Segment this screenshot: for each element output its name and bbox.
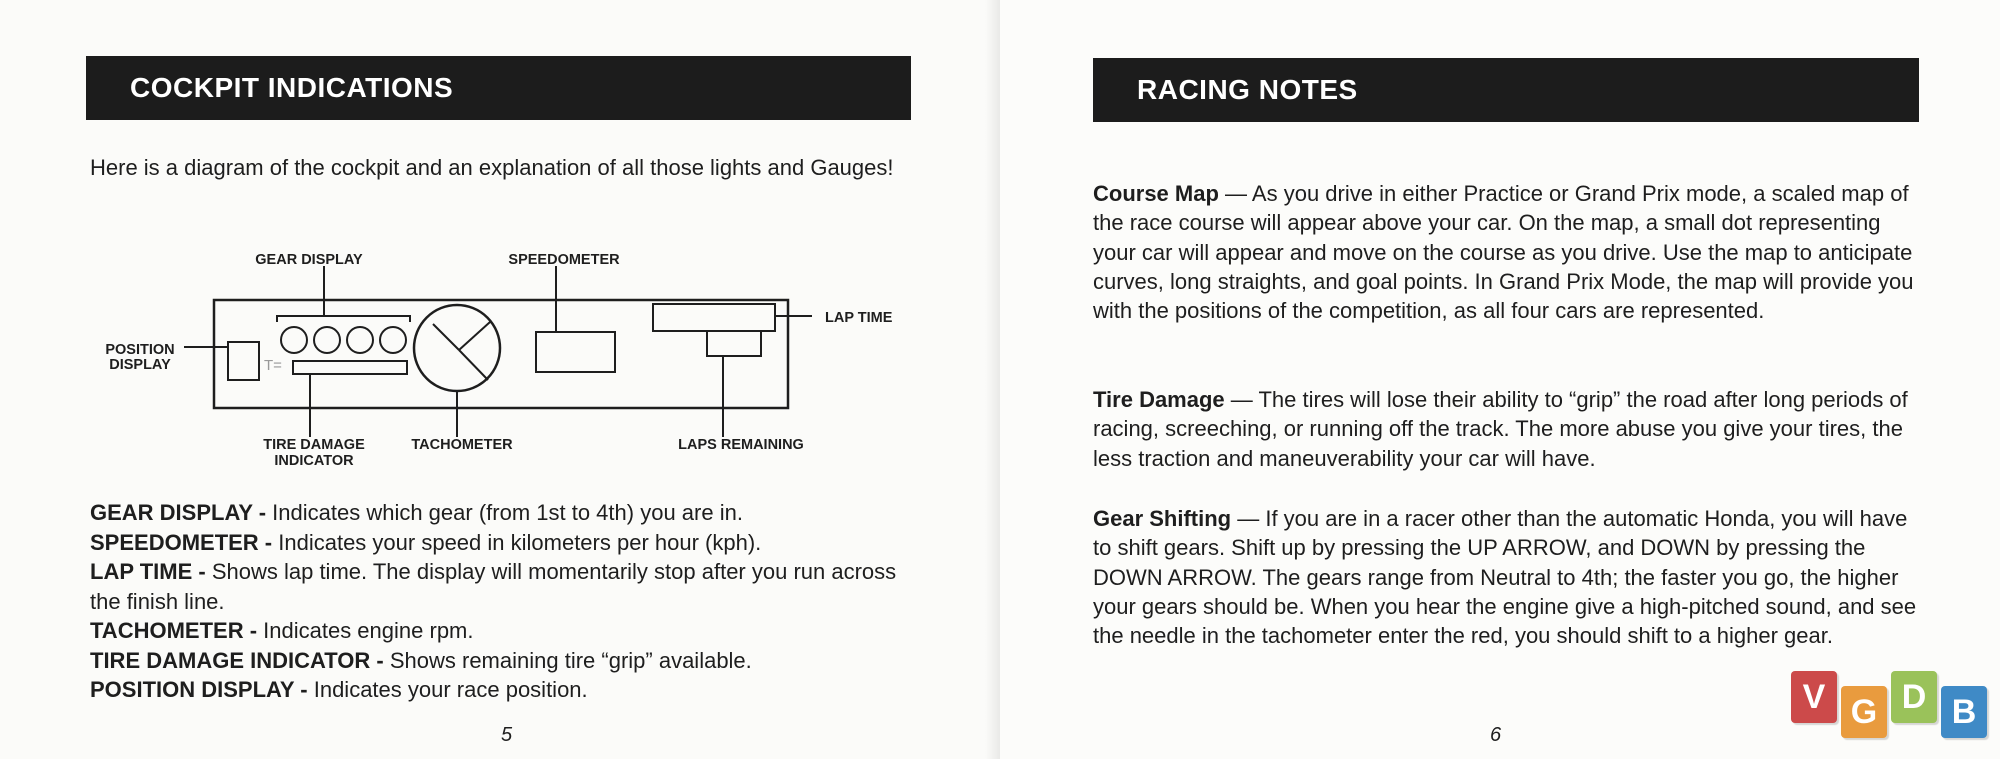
right-page <box>1000 0 2000 759</box>
note-tire-damage <box>1093 385 1923 473</box>
definition-desc: Indicates your speed in kilometers per hour (kph). <box>272 529 762 555</box>
gear-display-label: GEAR DISPLAY <box>255 252 363 268</box>
cockpit-diagram <box>96 246 926 476</box>
laps-remaining-box <box>707 331 761 356</box>
tire-damage-label-line2: INDICATOR <box>274 453 354 469</box>
note-term: Tire Damage <box>1093 387 1225 412</box>
tire-damage-label-line1: TIRE DAMAGE <box>263 437 365 453</box>
definition-desc: Indicates engine rpm. <box>257 618 474 643</box>
cockpit-intro-text: Here is a diagram of the cockpit and an explanation of all those lights and Gauges! <box>90 155 894 180</box>
logo-tile-v: V <box>1791 671 1837 723</box>
definition-term: TACHOMETER - <box>90 618 258 643</box>
tire-damage-t-mark: T= <box>264 357 282 374</box>
logo-tile-g: G <box>1841 686 1887 738</box>
definition-term: POSITION DISPLAY - <box>90 677 308 702</box>
definition-lap-time <box>90 557 930 616</box>
gear-display-bracket <box>277 316 410 322</box>
definition-desc: Indicates which gear (from 1st to 4th) you are in. <box>266 500 743 525</box>
note-text: — The tires will lose their ability to “grip” the road after long periods of racing, screeching, or running off the track. The more abuse you give your tires, the less traction and maneuverability your car will have. <box>1093 387 1908 471</box>
note-term: Gear Shifting <box>1093 506 1232 531</box>
indicator-definitions <box>90 498 930 705</box>
tachometer-label: TACHOMETER <box>411 437 513 453</box>
definition-term: TIRE DAMAGE INDICATOR - <box>90 647 384 673</box>
definition-position-display <box>90 675 930 705</box>
gear-circle-3 <box>347 327 373 353</box>
definition-term: GEAR DISPLAY - <box>90 500 267 525</box>
gear-circle-4 <box>380 327 406 353</box>
speedometer-box <box>536 332 615 372</box>
position-display-box <box>228 342 259 380</box>
position-display-label-line1: POSITION <box>105 342 175 358</box>
note-text: — If you are in a racer other than the automatic Honda, you will have to shift gears. Shift up by pressing the UP ARROW, and DOWN by pressing the DOWN ARROW. The gears range from Neutral to 4th; the faster you go, the higher your gears should be. When you hear the engine give a high-pitched sound, and see the needle in the tachometer enter the red, you should shift to a higher gear. <box>1093 506 1917 649</box>
note-gear-shifting <box>1093 504 1923 650</box>
page-number-right: 6 <box>1490 724 1502 746</box>
definition-tachometer <box>90 616 930 646</box>
definition-desc: Shows lap time. The display will momentarily stop after you run across the finish line. <box>90 559 897 614</box>
definition-gear-display <box>90 498 930 528</box>
tachometer-needle-2 <box>459 322 490 350</box>
logo-tile-d: D <box>1891 671 1937 723</box>
speedometer-label: SPEEDOMETER <box>508 252 620 268</box>
definition-term: SPEEDOMETER - <box>90 529 273 555</box>
lap-time-label: LAP TIME <box>825 310 893 326</box>
note-course-map <box>1093 179 1923 325</box>
definition-desc: Shows remaining tire “grip” available. <box>383 647 752 673</box>
racing-notes-header: RACING NOTES <box>1093 58 1919 122</box>
definition-speedometer <box>90 528 930 558</box>
gear-circle-2 <box>314 327 340 353</box>
gear-circle-1 <box>281 327 307 353</box>
definition-desc: Indicates your race position. <box>307 677 588 702</box>
position-display-label-line2: DISPLAY <box>109 357 171 373</box>
definition-term: LAP TIME - <box>90 559 206 584</box>
logo-tile-b: B <box>1941 686 1987 738</box>
definition-tire-damage <box>90 646 930 676</box>
note-text: — As you drive in either Practice or Grand Prix mode, a scaled map of the race course will appear above your car. On the map, a small dot representing your car will appear and move on the course as you drive. Use the map to anticipate curves, long straights, and goal points. In Grand Prix Mode, the map will provide you with the positions of the competition, as all four cars are represented. <box>1093 181 1914 324</box>
tachometer-needle-1 <box>433 324 459 350</box>
tire-damage-bar <box>293 361 407 374</box>
vgdb-watermark-logo <box>1791 671 1991 747</box>
laps-remaining-label: LAPS REMAINING <box>678 437 804 453</box>
note-term: Course Map <box>1093 181 1219 206</box>
cockpit-indications-header: COCKPIT INDICATIONS <box>86 56 911 120</box>
tachometer-needle-3 <box>459 350 488 380</box>
page-number-left: 5 <box>501 724 513 746</box>
lap-time-box <box>653 304 775 331</box>
